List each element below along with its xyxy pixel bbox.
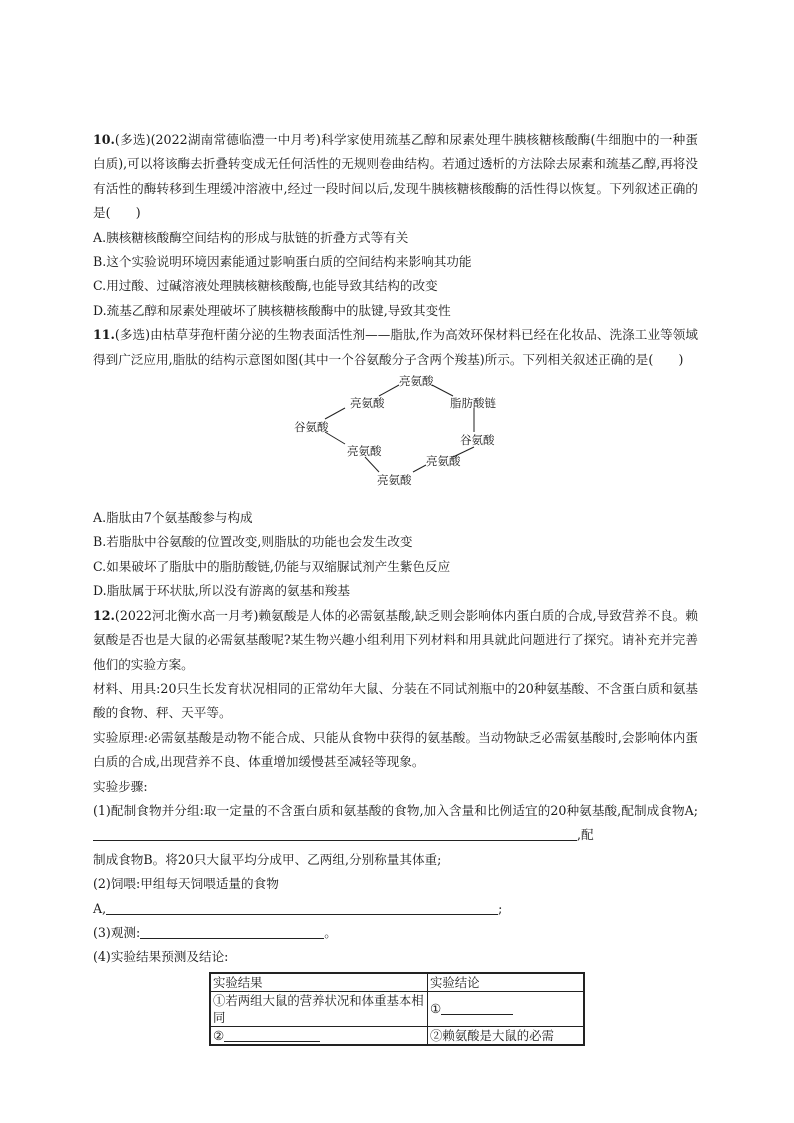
- row-1-conclusion-blank[interactable]: [441, 1000, 513, 1015]
- node-lower-right: 亮氨酸: [426, 454, 461, 469]
- table-row: [210, 991, 584, 1026]
- results-table-header: [210, 973, 584, 992]
- question-11-number: 11.: [93, 327, 115, 343]
- step-2-group-label: A,: [93, 900, 107, 916]
- step-1-text-cont: ,配: [577, 827, 594, 843]
- question-12-text: (2022河北衡水高一月考)赖氨酸是人体的必需氨基酸,缺乏则会影响体内蛋白质的合成,导致营养不良。赖氨酸是否也是大鼠的必需氨基酸呢?某生物兴趣小组利用下列材料和用具就此问题进行了探究。请补充并完善他们的实验方案。: [93, 607, 698, 672]
- lipopeptide-structure-diagram: [93, 374, 698, 502]
- step-1-text-end: 制成食物B。将20只大鼠平均分成甲、乙两组,分别称量其体重;: [93, 851, 442, 867]
- question-10-option-b: B.这个实验说明环境因素能通过影响蛋白质的空间结构来影响其功能: [93, 254, 472, 270]
- step-4: (4)实验结果预测及结论:: [93, 949, 229, 965]
- node-lower-left: 亮氨酸: [347, 444, 382, 459]
- question-10-option-d: D.巯基乙醇和尿素处理破坏了胰核糖核酸酶中的肽键,导致其变性: [93, 302, 451, 318]
- node-right: 谷氨酸: [460, 433, 495, 448]
- step-2-text: (2)饲喂:甲组每天饲喂适量的食物: [93, 876, 279, 892]
- step-3: [93, 921, 698, 945]
- steps-title: 实验步骤:: [93, 778, 148, 794]
- header-result: 实验结果: [210, 973, 428, 992]
- question-10-number: 10.: [93, 132, 115, 147]
- question-10-option-a: A.胰核糖核酸酶空间结构的形成与肽链的折叠方式等有关: [93, 229, 409, 245]
- question-11-stem: [93, 323, 698, 372]
- question-11-option-a: A.脂肽由7个氨基酸参与构成: [93, 510, 253, 526]
- step-1-answer-blank[interactable]: [93, 826, 577, 841]
- node-bottom: 亮氨酸: [377, 473, 412, 488]
- step-3-end-mark: 。: [324, 924, 337, 940]
- question-10-stem: [93, 128, 698, 226]
- connector-top-upper-left: [379, 385, 399, 396]
- table-row: [210, 1026, 584, 1045]
- row-1-result: ①若两组大鼠的营养状况和体重基本相同: [210, 991, 428, 1026]
- step-3-answer-blank[interactable]: [140, 924, 324, 939]
- connector-upper-left-left: [325, 408, 345, 419]
- connector-lower-left-bottom: [365, 457, 379, 472]
- results-table: [209, 972, 585, 1046]
- question-11-text: (多选)由枯草芽孢杆菌分泌的生物表面活性剂——脂肽,作为高效环保材料已经在化妆品、洗涤工业等领域得到广泛应用,脂肽的结构示意图如图(其中一个谷氨酸分子含两个羧基)所示。下列相关叙述正确的是( ): [93, 327, 698, 367]
- node-left: 谷氨酸: [294, 420, 329, 435]
- step-2-answer-blank[interactable]: [106, 900, 498, 915]
- row-2-result-blank[interactable]: [224, 1027, 320, 1042]
- question-11-option-b: B.若脂肽中谷氨酸的位置改变,则脂肽的功能也会发生改变: [93, 534, 413, 550]
- node-upper-right: 脂肪酸链: [450, 396, 496, 411]
- connector-top-upper-right: [432, 385, 453, 396]
- row-2-result-label: ②: [213, 1027, 225, 1043]
- materials-paragraph: 材料、用具:20只生长发育状况相同的正常幼年大鼠、分装在不同试剂瓶中的20种氨基酸、不含蛋白质和氨基酸的食物、秤、天平等。: [93, 680, 698, 721]
- document-page: [93, 128, 698, 1046]
- step-2: [93, 872, 698, 896]
- node-upper-left: 亮氨酸: [350, 396, 385, 411]
- row-2-result: [210, 1026, 428, 1045]
- question-12-number: 12.: [93, 607, 115, 623]
- question-10-option-c: C.用过酸、过碱溶液处理胰核糖核酸酶,也能导致其结构的改变: [93, 278, 438, 294]
- question-12-stem: [93, 604, 698, 677]
- step-1: [93, 799, 698, 872]
- row-2-conclusion: ②赖氨酸是大鼠的必需: [428, 1026, 585, 1045]
- step-3-text: (3)观测:: [93, 924, 141, 940]
- row-1-conclusion-label: ①: [430, 1001, 442, 1017]
- question-10-text: (多选)(2022湖南常德临澧一中月考)科学家使用巯基乙醇和尿素处理牛胰核糖核酸酶(牛细胞中的一种蛋白质),可以将该酶去折叠转变成无任何活性的无规则卷曲结构。若通过透析的方法除去尿素和巯基乙醇,再将没有活性的酶转移到生理缓冲溶液中,经过一段时间以后,发现牛胰核糖核酸酶的活性得以恢复。下列叙述正确的是( ): [93, 132, 698, 221]
- connector-lower-right-bottom: [413, 465, 426, 472]
- row-1-conclusion: [428, 991, 585, 1026]
- principle-paragraph: 实验原理:必需氨基酸是动物不能合成、只能从食物中获得的氨基酸。当动物缺乏必需氨基酸时,会影响体内蛋白质的合成,出现营养不良、体重增加缓慢甚至减轻等现象。: [93, 729, 698, 770]
- question-11-option-c: C.如果破坏了脂肽中的脂肪酸链,仍能与双缩脲试剂产生紫色反应: [93, 558, 451, 574]
- header-conclusion: 实验结论: [428, 973, 585, 992]
- step-1-text: (1)配制食物并分组:取一定量的不含蛋白质和氨基酸的食物,加入含量和比例适宜的20种氨基酸,配制成食物A;: [93, 802, 698, 818]
- node-top: 亮氨酸: [399, 374, 434, 389]
- step-2-line-2: [93, 897, 698, 921]
- question-11-option-d: D.脂肽属于环状肽,所以没有游离的氨基和羧基: [93, 583, 350, 599]
- step-2-end-mark: ;: [498, 900, 503, 916]
